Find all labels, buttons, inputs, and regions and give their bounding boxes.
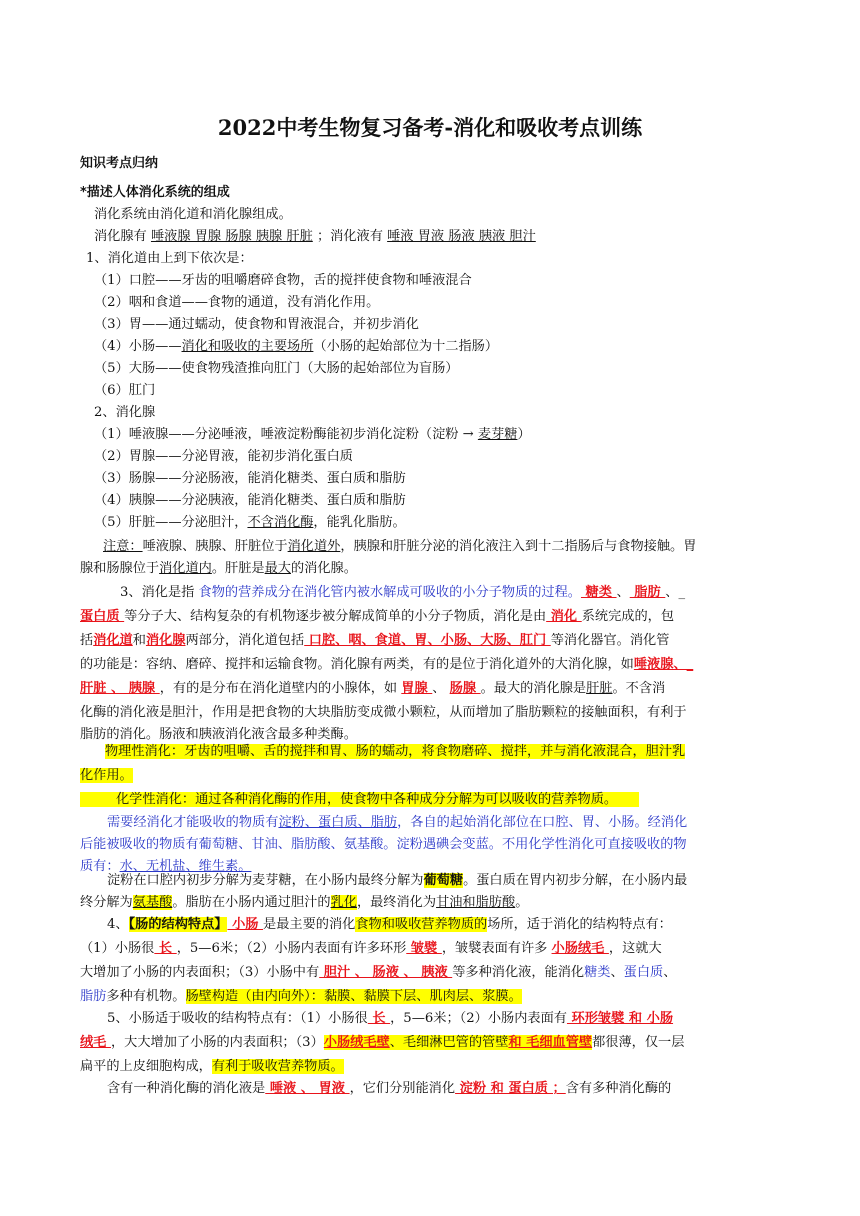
text-run: 食物的营养成分在消化管内被水解成可吸收的小分子物质的过程。: [198, 585, 581, 600]
text-run: 麦芽糖: [477, 427, 518, 442]
text-run: ；消化液有: [312, 229, 388, 244]
text-run: 腺和肠腺位于: [80, 561, 160, 576]
paragraph-line: [107, 914, 785, 936]
text-run: 消化道外: [287, 539, 341, 554]
text-run: 3、消化是指: [120, 585, 199, 600]
text-run: ，胰腺和肝脏分泌的消化液注入到十二指肠后与食物接触。胃: [340, 539, 697, 554]
text-run: ，皱襞表面有许多: [441, 941, 552, 956]
text-run: 都很薄，仅一层: [592, 1035, 685, 1050]
text-run: 胆汁 、 肠液 、 胰液: [319, 965, 453, 980]
text-run: 唾液腺 胃腺 肠腺 胰腺 肝脏: [150, 229, 313, 244]
text-run: 肠壁构造（由内向外）：黏膜、黏膜下层、肌肉层、浆膜。: [185, 989, 522, 1004]
text-run: 后能被吸收的物质有葡萄糖、甘油、脂肪酸、氨基酸。淀粉遇碘会变蓝。不用化学性消化可直接吸收的物: [80, 837, 687, 852]
text-run: 系统完成的，包: [581, 609, 675, 624]
text-run: 肝脏: [586, 681, 613, 696]
text-run: 淀粉 和 蛋白质 ；: [455, 1081, 566, 1096]
text-run: 、_: [665, 585, 686, 600]
text-run: 糖类: [584, 965, 611, 980]
paragraph-line: [94, 270, 799, 292]
text-run: （6）肛门: [94, 383, 156, 398]
text-run: 化学性消化：通过各种消化酶的作用，使食物中各种成分分解为可以吸收的营养物质。: [80, 792, 639, 807]
text-run: 2、消化腺: [94, 405, 156, 420]
text-run: （4）胰腺——分泌胰液，能消化糖类、蛋白质和脂肪: [94, 493, 406, 508]
paragraph-line: [107, 812, 785, 834]
text-run: 和: [132, 633, 146, 648]
text-run: 脂肪: [80, 989, 107, 1004]
paragraph-line: [120, 582, 785, 604]
highlighted-line: [80, 764, 785, 788]
paragraph-line: [94, 512, 799, 534]
text-run: 蛋白质: [80, 609, 125, 624]
text-run: 消化腺: [145, 633, 186, 648]
highlighted-line: [105, 740, 785, 764]
text-run: 最大: [264, 561, 291, 576]
text-run: 糖类: [580, 585, 617, 600]
text-run: 。脂肪在小肠内通过胆汁的: [172, 895, 331, 910]
text-run: 、: [432, 681, 450, 696]
highlighted-line: [80, 788, 785, 812]
text-run: 等分子大、结构复杂的有机物逐步被分解成简单的小分子物质，消化是由: [124, 609, 547, 624]
text-run: 水、无机盐、维生素。: [119, 859, 252, 874]
text-run: 物理性消化：牙齿的咀嚼、舌的搅拌和胃、肠的蠕动，将食物磨碎、搅拌，并与消化液混合，胆汁乳: [105, 744, 686, 759]
text-run: ，5—6米；（2）小肠内表面有许多环形: [176, 941, 407, 956]
paragraph-line: [107, 1078, 785, 1100]
text-run: 蛋白质: [623, 965, 664, 980]
text-run: 等多种消化液，能消化: [452, 965, 585, 980]
text-run: 。肝脏是: [211, 561, 265, 576]
text-run: （1）口腔——牙齿的咀嚼磨碎食物，舌的搅拌使食物和唾液混合: [94, 273, 472, 288]
paragraph-line: [80, 558, 785, 580]
text-run: 肝脏 、 胰腺: [80, 681, 160, 696]
text-run: 消化道: [93, 633, 133, 648]
text-run: 环形皱襞 和 小肠: [566, 1011, 674, 1026]
text-run: （2）咽和食道——食物的通道，没有消化作用。: [94, 295, 380, 310]
text-run: 终分解为: [80, 895, 133, 910]
paragraph-line: [80, 630, 785, 652]
text-run: 大增加了小肠的内表面积；（3）小肠中有: [80, 965, 320, 980]
text-run: ，5—6米；（2）小肠内表面有: [390, 1011, 567, 1026]
paragraph-line: [94, 336, 799, 358]
text-run: ，有的是分布在消化道壁内的小腺体，如: [159, 681, 402, 696]
paragraph-line: [94, 446, 799, 468]
section-heading: 知识考点归纳: [80, 156, 159, 171]
paragraph-line: [94, 226, 799, 248]
text-run: ，各自的起始消化部位在口腔、胃、小肠。经消化: [397, 815, 688, 830]
text-run: 消化腺有: [94, 229, 151, 244]
text-run: 化作用。: [80, 768, 133, 783]
text-run: （5）肝脏——分泌胆汁，: [94, 515, 248, 530]
paragraph-line: [80, 938, 785, 960]
text-run: （5）大肠——使食物残渣推向肛门（大肠的起始部位为盲肠）: [94, 361, 459, 376]
text-run: 、: [663, 965, 677, 980]
paragraph-line: [107, 870, 785, 892]
paragraph-line: [94, 468, 799, 490]
text-run: 。不含消: [612, 681, 666, 696]
text-run: 脂肪的消化。肠液和胰液消化液含最多种类酶。: [80, 727, 357, 742]
text-run: 小肠绒毛壁: [323, 1035, 390, 1050]
text-run: 肠腺: [449, 681, 481, 696]
text-run: （1）唾液腺——分泌唾液，唾液淀粉酶能初步消化淀粉（淀粉 →: [94, 427, 478, 442]
text-run: 化酶的消化液是胆汁，作用是把食物的大块脂肪变成微小颗粒，从而增加了脂肪颗粒的接触面积，有利于: [80, 705, 687, 720]
text-run: 不含消化酶: [247, 515, 314, 530]
text-run: 长: [154, 941, 177, 956]
text-run: 口腔、咽、食道、胃、小肠、大肠、肛门: [304, 633, 551, 648]
paragraph-line: [80, 606, 785, 628]
text-run: 唾液 、 胃液: [265, 1081, 350, 1096]
text-run: 质有：: [80, 859, 120, 874]
text-run: ，它们分别能消化: [349, 1081, 456, 1096]
paragraph-line: [86, 248, 791, 270]
text-run: ，能乳化脂肪。: [313, 515, 406, 530]
text-run: 消化道内: [159, 561, 212, 576]
text-run: 甘油和脂肪酸: [436, 895, 516, 910]
text-run: 脂肪: [629, 585, 666, 600]
paragraph-line: [94, 204, 799, 226]
text-run: 淀粉、蛋白质、脂肪: [278, 815, 398, 830]
text-run: 扁平的上皮细胞构成，: [80, 1059, 212, 1074]
text-run: 含有一种消化酶的消化液是: [107, 1081, 266, 1096]
text-run: 等消化器官。消化管: [550, 633, 670, 648]
text-run: 氨基酸: [132, 895, 173, 910]
text-run: 多种有机物。: [106, 989, 186, 1004]
text-run: ）: [517, 427, 531, 442]
paragraph-line: [80, 654, 785, 676]
text-run: 唾液 胃液 肠液 胰液 胆汁: [387, 229, 536, 244]
text-run: 小肠绒毛: [551, 941, 609, 956]
text-run: 和 毛细血管壁: [508, 1035, 593, 1050]
text-run: 唾液腺、胰腺、肝脏位于: [142, 539, 288, 554]
text-run: 皱襞: [406, 941, 442, 956]
text-run: （3）胃——通过蠕动，使食物和胃液混合，并初步消化: [94, 317, 419, 332]
text-run: （1）小肠很: [80, 941, 155, 956]
text-run: 。: [515, 895, 529, 910]
text-run: 场所，适于消化的结构特点有：: [487, 917, 672, 932]
paragraph-line: [94, 314, 799, 336]
text-run: 小肠: [227, 917, 264, 932]
text-run: （4）小肠——: [94, 339, 182, 354]
paragraph-line: [94, 380, 799, 402]
document-title: 2022中考生物复习备考-消化和吸收考点训练: [217, 115, 643, 140]
text-run: 消化系统由消化道和消化腺组成。: [94, 207, 292, 222]
text-run: 5、小肠适于吸收的结构特点有：（1）小肠很: [107, 1011, 368, 1026]
text-run: ，大大增加了小肠的内表面积；（3）: [110, 1035, 324, 1050]
text-run: 淀粉在口腔内初步分解为麦芽糖，在小肠内最终分解为: [107, 873, 424, 888]
text-run: 、: [616, 585, 630, 600]
paragraph-line: [80, 1056, 785, 1078]
paragraph-line: [103, 536, 808, 558]
paragraph-line: [80, 892, 785, 914]
text-run: ，最终消化为: [356, 895, 437, 910]
text-run: 1、消化道由上到下依次是：: [86, 251, 253, 266]
paragraph-line: [94, 292, 799, 314]
paragraph-line: [80, 986, 785, 1008]
text-run: 食物和吸收营养物质的: [355, 917, 488, 932]
text-run: 消化和吸收的主要场所: [181, 339, 314, 354]
text-run: 、毛细淋巴管的管壁: [389, 1035, 509, 1050]
text-run: 、: [610, 965, 624, 980]
text-run: 消化: [546, 609, 582, 624]
paragraph-line: [94, 490, 799, 512]
paragraph-line: [80, 678, 785, 700]
text-run: 4、: [107, 917, 129, 932]
text-run: 注意：: [103, 539, 143, 554]
paragraph-line: [94, 424, 799, 446]
paragraph-line: [80, 1032, 785, 1054]
text-run: ，这就大: [608, 941, 662, 956]
text-run: 两部分，消化道包括: [185, 633, 305, 648]
text-run: 含有多种消化酶的: [565, 1081, 672, 1096]
subsection-heading: *描述人体消化系统的组成: [80, 185, 230, 200]
text-run: （小肠的起始部位为十二指肠）: [313, 339, 499, 354]
text-run: 乳化: [330, 895, 357, 910]
text-run: 是最主要的消化: [263, 917, 356, 932]
text-run: 。最大的消化腺是: [480, 681, 587, 696]
text-run: 。蛋白质在胃内初步分解，在小肠内最: [463, 873, 688, 888]
text-run: 【肠的结构特点】: [128, 917, 228, 932]
paragraph-line: [80, 702, 785, 724]
paragraph-line: [94, 402, 799, 424]
paragraph-line: [80, 962, 785, 984]
text-run: 葡萄糖: [423, 873, 464, 888]
text-run: 胃腺: [401, 681, 433, 696]
text-run: 括: [80, 633, 94, 648]
text-run: 需要经消化才能吸收的物质有: [107, 815, 279, 830]
text-run: 的功能是：容纳、磨碎、搅拌和运输食物。消化腺有两类，有的是位于消化道外的大消化腺，如: [80, 657, 634, 672]
text-run: （3）肠腺——分泌肠液，能消化糖类、蛋白质和脂肪: [94, 471, 406, 486]
text-run: 唾液腺、_: [633, 657, 694, 672]
text-run: 的消化腺。: [291, 561, 357, 576]
paragraph-line: [107, 1008, 785, 1030]
text-run: 绒毛: [80, 1035, 111, 1050]
text-run: 长: [367, 1011, 391, 1026]
paragraph-line: [80, 834, 785, 856]
text-run: （2）胃腺——分泌胃液，能初步消化蛋白质: [94, 449, 353, 464]
paragraph-line: [94, 358, 799, 380]
text-run: 有利于吸收营养物质。: [211, 1059, 344, 1074]
